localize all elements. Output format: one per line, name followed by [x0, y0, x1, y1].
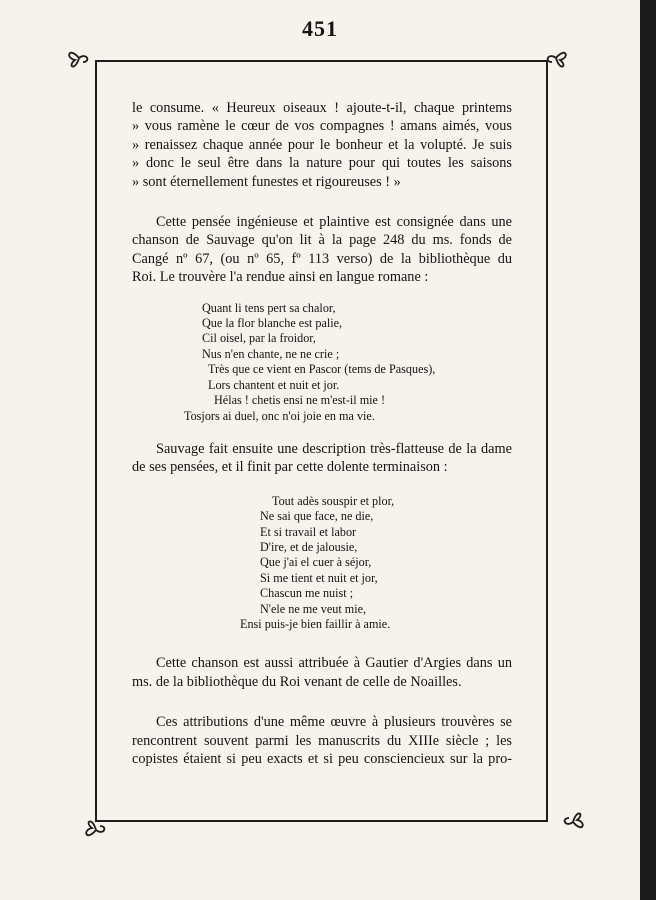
fleuron-icon: [559, 808, 587, 836]
verse-line: Cil oisel, par la froidor,: [202, 331, 316, 346]
text-line: Ces attributions d'une même œuvre à plusieurs trouvères se: [156, 714, 512, 731]
verse-line: Que la flor blanche est palie,: [202, 316, 343, 331]
verse-line: Lors chantent et nuit et jor.: [208, 377, 340, 392]
text-line: rencontrent souvent parmi les manuscrits du XIIIe siècle ; les: [132, 732, 512, 749]
paragraph-description: [132, 440, 512, 477]
page-number: 451: [302, 16, 338, 41]
text-line: » renaissez chaque année pour le bonheur et la volupté. Je suis: [132, 136, 512, 153]
verse-line: Tosjors ai duel, onc n'oi joie en ma vie.: [184, 408, 375, 423]
text-line: copistes étaient si peu exacts et si peu consciencieux sur la pro-: [132, 751, 512, 767]
verse-line: N'ele ne me veut mie,: [260, 601, 367, 616]
paragraph-copyists: [132, 713, 512, 768]
verse-line: Très que ce vient en Pascor (tems de Pasques),: [208, 362, 436, 377]
paragraph-source: [132, 213, 512, 287]
verse-block-first: [132, 301, 512, 424]
text-line: Cangé nº 67, (ou nº 65, fº 113 verso) de la bibliothèque du: [132, 250, 512, 267]
text-line: chanson de Sauvage qu'on lit à la page 248 du ms. fonds de: [132, 232, 512, 249]
text-line: le consume. « Heureux oiseaux ! ajoute-t-il, chaque printems: [132, 100, 512, 116]
text-line: Cette chanson est aussi attribuée à Gautier d'Argies dans un: [156, 655, 512, 672]
text-line: de ses pensées, et il finit par cette dolente terminaison :: [132, 459, 448, 476]
text-block: [132, 99, 512, 768]
text-line: Roi. Le trouvère l'a rendue ainsi en langue romane :: [132, 269, 429, 286]
fleuron-icon: [542, 44, 570, 72]
text-line: » sont éternellement funestes et rigoureuses ! »: [132, 173, 401, 190]
fleuron-icon: [82, 816, 110, 844]
paragraph-quote-end: [132, 99, 512, 191]
text-line: Sauvage fait ensuite une description très-flatteuse de la dame: [156, 440, 512, 457]
text-line: » donc le seul être dans la nature pour qui toutes les saisons: [132, 155, 512, 172]
verse-line: Quant li tens pert sa chalor,: [202, 300, 336, 315]
verse-line: Ne sai que face, ne die,: [260, 509, 374, 524]
verse-line: Si me tient et nuit et jor,: [260, 570, 378, 585]
verse-line: Chascun me nuist ;: [260, 586, 354, 601]
verse-line: Tout adès souspir et plor,: [272, 493, 395, 508]
fleuron-icon: [65, 44, 93, 72]
verse-line: Nus n'en chante, ne ne crie ;: [202, 346, 340, 361]
verse-line: Ensi puis-je bien faillir à amie.: [240, 616, 391, 631]
text-line: Cette pensée ingénieuse et plaintive est consignée dans une: [156, 214, 512, 231]
verse-line: Hélas ! chetis ensi ne m'est-il mie !: [214, 393, 386, 408]
verse-line: D'ire, et de jalousie,: [260, 539, 358, 554]
verse-line: Que j'ai el cuer à séjor,: [260, 555, 372, 570]
verse-line: Et si travail et labor: [260, 524, 357, 539]
text-line: » vous ramène le cœur de vos compagnes ! amans aimés, vous: [132, 118, 512, 135]
text-line: ms. de la bibliothèque du Roi venant de celle de Noailles.: [132, 673, 462, 690]
verse-block-second: [132, 494, 512, 633]
paragraph-attribution: [132, 654, 512, 691]
